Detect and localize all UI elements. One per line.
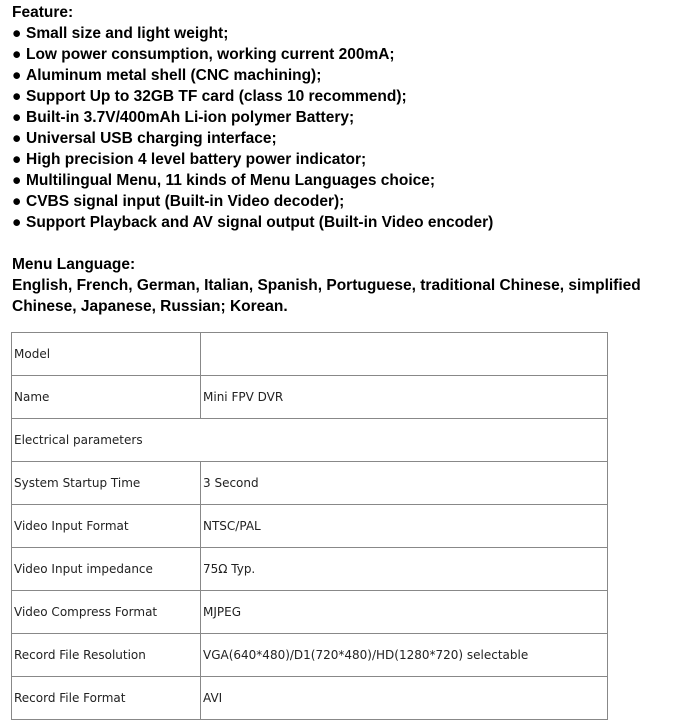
bullet-icon: ● bbox=[12, 46, 22, 63]
spec-value: Mini FPV DVR bbox=[201, 376, 608, 419]
bullet-icon: ● bbox=[12, 109, 22, 126]
spec-key: Video Input Format bbox=[12, 505, 201, 548]
feature-list bbox=[12, 23, 677, 233]
feature-text: CVBS signal input (Built-in Video decoder); bbox=[26, 193, 345, 210]
feature-text: Multilingual Menu, 11 kinds of Menu Languages choice; bbox=[26, 172, 436, 189]
menu-language-section bbox=[12, 254, 677, 317]
table-row bbox=[12, 591, 608, 634]
bullet-icon: ● bbox=[12, 88, 22, 105]
table-row bbox=[12, 376, 608, 419]
feature-item bbox=[12, 65, 677, 86]
spec-value: NTSC/PAL bbox=[201, 505, 608, 548]
bullet-icon: ● bbox=[12, 151, 22, 168]
table-row bbox=[12, 548, 608, 591]
spec-key: System Startup Time bbox=[12, 462, 201, 505]
bullet-icon: ● bbox=[12, 25, 22, 42]
menu-language-heading: Menu Language: bbox=[12, 256, 136, 273]
spec-key: Video Input impedance bbox=[12, 548, 201, 591]
table-row bbox=[12, 634, 608, 677]
bullet-icon: ● bbox=[12, 172, 22, 189]
bullet-icon: ● bbox=[12, 130, 22, 147]
spec-section-header: Electrical parameters bbox=[12, 419, 608, 462]
feature-text: Support Up to 32GB TF card (class 10 recommend); bbox=[26, 88, 407, 105]
feature-text: Low power consumption, working current 200mA; bbox=[26, 46, 395, 63]
bullet-icon: ● bbox=[12, 67, 22, 84]
table-row bbox=[12, 333, 608, 376]
feature-text: Aluminum metal shell (CNC machining); bbox=[26, 67, 322, 84]
feature-item bbox=[12, 23, 677, 44]
spec-key: Model bbox=[12, 333, 201, 376]
feature-text: High precision 4 level battery power indicator; bbox=[26, 151, 367, 168]
table-row bbox=[12, 462, 608, 505]
feature-item bbox=[12, 44, 677, 65]
spec-key: Record File Resolution bbox=[12, 634, 201, 677]
spec-value: MJPEG bbox=[201, 591, 608, 634]
spec-key: Name bbox=[12, 376, 201, 419]
table-row bbox=[12, 677, 608, 720]
spec-value bbox=[201, 333, 608, 376]
feature-heading: Feature: bbox=[12, 4, 74, 21]
spec-table bbox=[11, 332, 608, 720]
bullet-icon: ● bbox=[12, 193, 22, 210]
feature-item bbox=[12, 191, 677, 212]
feature-item bbox=[12, 86, 677, 107]
feature-item bbox=[12, 149, 677, 170]
spec-value: 75Ω Typ. bbox=[201, 548, 608, 591]
table-row bbox=[12, 505, 608, 548]
feature-text: Support Playback and AV signal output (Built-in Video encoder) bbox=[26, 214, 494, 231]
spec-value: VGA(640*480)/D1(720*480)/HD(1280*720) selectable bbox=[201, 634, 608, 677]
feature-item bbox=[12, 107, 677, 128]
spec-value: 3 Second bbox=[201, 462, 608, 505]
feature-text: Built-in 3.7V/400mAh Li-ion polymer Battery; bbox=[26, 109, 355, 126]
feature-text: Small size and light weight; bbox=[26, 25, 229, 42]
menu-language-text: English, French, German, Italian, Spanish, Portuguese, traditional Chinese, simplified Chinese, Japanese, Russian; Korean. bbox=[12, 277, 641, 315]
bullet-icon: ● bbox=[12, 214, 22, 231]
feature-section bbox=[12, 2, 677, 233]
table-row bbox=[12, 419, 608, 462]
spec-value: AVI bbox=[201, 677, 608, 720]
feature-item bbox=[12, 128, 677, 149]
spec-key: Record File Format bbox=[12, 677, 201, 720]
feature-text: Universal USB charging interface; bbox=[26, 130, 277, 147]
feature-item bbox=[12, 170, 677, 191]
feature-item bbox=[12, 212, 677, 233]
spec-key: Video Compress Format bbox=[12, 591, 201, 634]
